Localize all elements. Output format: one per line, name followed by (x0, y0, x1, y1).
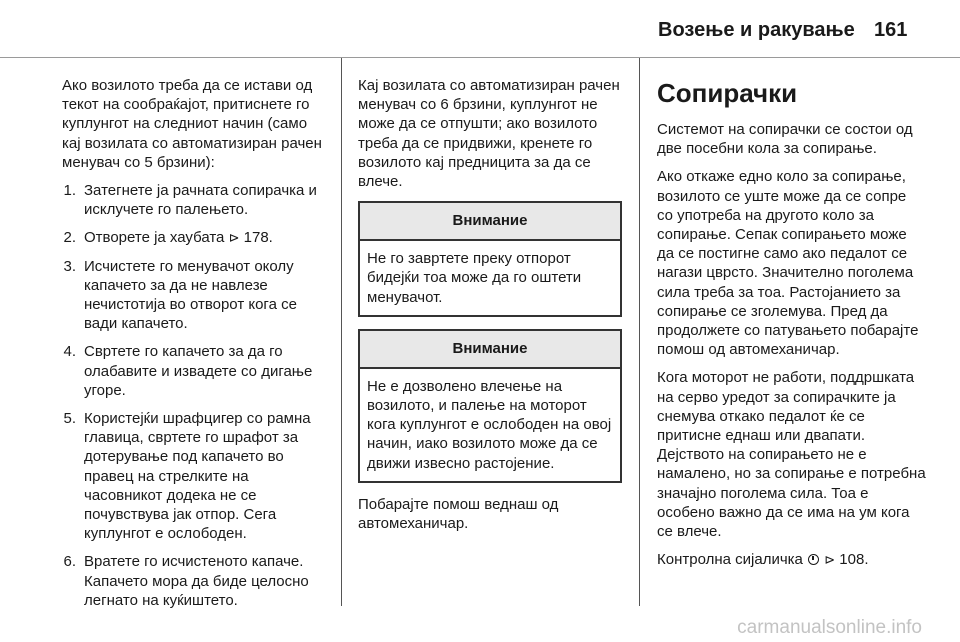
col2-outro: Побарајте помош веднаш од автомеханичар. (358, 495, 559, 533)
ref-arrow-icon: ⊳ (824, 552, 836, 568)
brakes-paragraph-3: Кога моторот не работи, поддршката на серво уредот за сопирачките ја снемува откако педалот ќе се притисне еднаш или двапати. Дејството на сопирањето не е намалено, но за сопирање е потребна значајно поголема сила. Тоа е особено важно да се има на ум кога се влече. (657, 369, 926, 541)
warning-light-reference: Контролна сијаличка ⊳ 108. (657, 551, 869, 569)
header-title: Возење и ракување (658, 19, 855, 41)
column-1 (62, 76, 327, 619)
page-header (0, 0, 960, 58)
col1-intro: Ако возилото треба да се истави од текот на сообраќајот, притиснете го куплунгот на следниот начин (само кај возилата со автоматизиран рачен менувач со 5 брзини): (62, 77, 322, 171)
brakes-paragraph-1: Системот на сопирачки се состои од две посебни кола за сопирање. (657, 121, 913, 158)
column-3 (657, 76, 926, 578)
warning-text: Не го завртете преку отпорот бидејќи тоа може да го оштети менувачот. (367, 250, 582, 306)
column-2 (358, 76, 622, 542)
brake-warning-light-icon (807, 553, 820, 566)
warning-box-2 (358, 329, 622, 483)
column-divider-1 (341, 58, 342, 606)
step-3: 3. Исчистете го менувачот околу капачето за да не навлезе нечистотија во отворот кога се вади капачето. (63, 257, 297, 333)
section-heading: Сопирачки (657, 78, 798, 108)
step-5: 5. Користејќи шрафцигер со рамна главица, свртете го шрафот за дотерување под капачето во правец на стрелките на часовникот додека не се почувствува јак отпор. Сега куплунгот е ослободен. (63, 410, 311, 543)
warning-title: Внимание (360, 331, 620, 369)
page-number: 161 (874, 19, 908, 41)
procedure-steps (62, 181, 327, 610)
brakes-paragraph-2: Ако откаже едно коло за сопирање, возилото се уште може да се сопре со употреба на другото коло за сопирање. Сепак сопирањето може да се постигне само ако педалот се нагази цврсто. Значително поголема сила треба за тоа. Растојанието за сопирање се зголемува. Пред да продолжете со патувањето побарајте помош од автомеханичар. (657, 168, 919, 359)
warning-title: Внимание (360, 203, 620, 241)
watermark: carmanualsonline.info (737, 617, 922, 638)
step-2: 2. Отворете ја хаубата ⊳ 178. (63, 229, 273, 247)
col2-intro: Кај возилата со автоматизиран рачен менувач со 6 брзини, куплунгот не може да се отпушти; ако возилото треба да се придвижи, кренете го возилото кај предницита за да се влече. (358, 77, 620, 191)
page-reference-link[interactable]: 108. (839, 551, 869, 569)
column-divider-2 (639, 58, 640, 606)
page-reference-link[interactable]: 178. (243, 229, 273, 247)
warning-box-1 (358, 201, 622, 317)
ref-arrow-icon: ⊳ (228, 230, 240, 246)
step-6: 6. Вратете го исчистеното капаче. Капачето мора да биде целосно легнато на куќиштето. (63, 553, 309, 609)
warning-text: Не е дозволено влечење на возилото, и палење на моторот кога куплунгот е ослободен на овој начин, иако возилото може да се движи извесно растојение. (367, 377, 612, 472)
header-rule (0, 57, 960, 58)
step-4: 4. Свртете го капачето за да го олабавите и извадете со дигање угоре. (63, 343, 313, 399)
step-1: 1. Затегнете ја рачната сопирачка и исклучете го палењето. (63, 182, 317, 219)
